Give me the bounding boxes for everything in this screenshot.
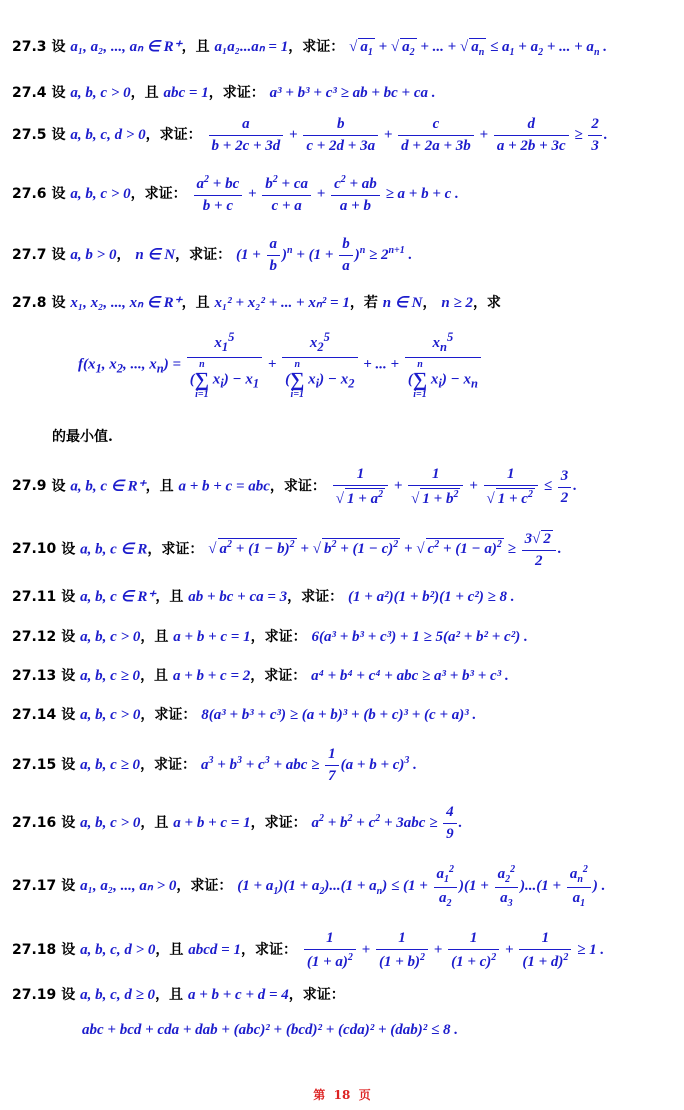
- formula: √ $a^2 + (1 - b)^2$ + √ $b^2 + (1 - c)^2$ + √ $c^2 + (1 - a)^2$ ≥ $\frac{3√ 2}{2}$ .: [208, 531, 562, 569]
- formula: $\frac{a}{b + 2c + 3d}$ + $\frac{b}{c + 2d + 3a}$ + $\frac{c}{d + 2a + 3b}$ + $\frac{d}{a + 2b + 3c}$ ≥ $\frac{2}{3}$ .: [207, 127, 608, 143]
- problem-27-8-function: $f(x_1$, $x_2$, ..., $x_n$) = $x_1^5$ (n ∑ i=1 $x_i) - x_1$ + $x_2^5$ (n ∑ i=1 $x_i) - x_2$ + ... + $x_n^5$ (n ∑ i=1 $x_i) - x_n$: [78, 330, 483, 400]
- problem-27-8: 27.8 设 x₁, x₂, ..., xₙ ∈ R⁺，且 x₁² + x₂² + ... + xₙ² = 1，若 n ∈ N， n ≥ 2，求: [12, 295, 501, 311]
- formula: √ $a_1$ + √ $a_2$ + ... + √ $a_n \le a_1 + a_2$ + ... + $a_n$ .: [349, 39, 607, 58]
- problem-27-5: 27.5 设 a, b, c, d > 0，求证： $\frac{a}{b + 2c + 3d}$ + $\frac{b}{c + 2d + 3a}$ + $\frac{c}{d + 2a + 3b}$ + $\frac{d}{a + 2b + 3c}$ ≥ $\frac{2}{3}$ .: [12, 116, 608, 154]
- formula: 6(a³ + b³ + c³) + 1 ≥ 5(a² + b² + c²) .: [311, 629, 528, 645]
- formula: $a^3 + b^3 + c^3$ + abc ≥ $\frac{1}{7}$ $(a + b + c)^3$ .: [200, 746, 417, 784]
- problem-27-12: 27.12 设 a, b, c > 0，且 a + b + c = 1，求证： 6(a³ + b³ + c³) + 1 ≥ 5(a² + b² + c²) .: [12, 629, 528, 645]
- problem-27-10: 27.10 设 a, b, c ∈ R，求证： √ $a^2 + (1 - b)^2$ + √ $b^2 + (1 - c)^2$ + √ $c^2 + (1 - a)^2$ ≥ $\frac{3√ 2}{2}$ .: [12, 531, 562, 569]
- formula: (1 + a²)(1 + b²)(1 + c²) ≥ 8 .: [348, 589, 515, 605]
- problem-27-19: 27.19 设 a, b, c, d ≥ 0，且 a + b + c + d = 4，求证：: [12, 987, 345, 1003]
- formula: (1 + $\frac{a}{b}$ )$^n$ + (1 + $\frac{b}{a}$ )$^n \ge 2^{n+1}$ .: [235, 236, 413, 274]
- formula: $(1 + a_1)(1 + a_2)...(1 + a_n) \le (1$ + $\frac{a_1^2}{a_2}$ )(1 + $\frac{a_2^2}{a_3}$ )...(1 + $\frac{a_n^2}{a_1}$ ) .: [237, 864, 606, 909]
- page-number: 18: [333, 1088, 351, 1102]
- page-footer: 第 18 页: [313, 1088, 371, 1102]
- problem-27-11: 27.11 设 a, b, c ∈ R⁺，且 ab + bc + ca = 3，求证： (1 + a²)(1 + b²)(1 + c²) ≥ 8 .: [12, 589, 515, 605]
- problem-27-16: 27.16 设 a, b, c > 0，且 a + b + c = 1，求证： $a^2 + b^2 + c^2 + 3abc$ ≥ $\frac{4}{9}$ .: [12, 804, 463, 842]
- problem-27-17: 27.17 设 a₁, a₂, ..., aₙ > 0，求证： $(1 + a_1)(1 + a_2)...(1 + a_n) \le (1$ + $\frac{a_1^2}{a_2}$ )(1 + $\frac{a_2^2}{a_3}$ )...(1 + $\frac{a_n^2}{a_1}$ ) .: [12, 864, 606, 909]
- problem-27-9: 27.9 设 a, b, c ∈ R⁺，且 a + b + c = abc，求证： $\frac{1}{√ 1 + a^2}$ + $\frac{1}{√ 1 + b^2}$ + $\frac{1}{√ 1 + c^2}$ ≤ $\frac{3}{2}$ .: [12, 466, 577, 507]
- problem-27-14: 27.14 设 a, b, c > 0，求证： 8(a³ + b³ + c³) ≥ (a + b)³ + (b + c)³ + (c + a)³ .: [12, 707, 477, 723]
- formula: $a^2 + b^2 + c^2 + 3abc$ ≥ $\frac{4}{9}$ .: [311, 804, 463, 842]
- problem-27-19-formula: abc + bcd + cda + dab + (abc)² + (bcd)² + (cda)² + (dab)² ≤ 8 .: [82, 1022, 458, 1038]
- formula: 8(a³ + b³ + c³) ≥ (a + b)³ + (b + c)³ + (c + a)³ .: [201, 707, 477, 723]
- formula: $\frac{1}{√ 1 + a^2}$ + $\frac{1}{√ 1 + b^2}$ + $\frac{1}{√ 1 + c^2}$ ≤ $\frac{3}{2}$ .: [331, 478, 577, 494]
- problem-number: 27.3: [12, 39, 47, 55]
- problem-27-15: 27.15 设 a, b, c ≥ 0，求证： $a^3 + b^3 + c^3$ + abc ≥ $\frac{1}{7}$ $(a + b + c)^3$ .: [12, 746, 417, 784]
- problem-27-6: 27.6 设 a, b, c > 0，求证： $\frac{a^2 + bc}{b + c}$ + $\frac{b^2 + ca}{c + a}$ + $\frac{c^2 + ab}{a + b}$ ≥ a + b + c .: [12, 174, 459, 214]
- problem-27-13: 27.13 设 a, b, c ≥ 0，且 a + b + c = 2，求证： a⁴ + b⁴ + c⁴ + abc ≥ a³ + b³ + c³ .: [12, 668, 509, 684]
- problem-27-18: 27.18 设 a, b, c, d > 0，且 abcd = 1，求证： $\frac{1}{(1 + a)^2}$ + $\frac{1}{(1 + b)^2}$ + $\frac{1}{(1 + c)^2}$ + $\frac{1}{(1 + d)^2}$ ≥ 1 .: [12, 930, 605, 970]
- problem-27-8-tail: 的最小值.: [52, 429, 113, 445]
- formula: a⁴ + b⁴ + c⁴ + abc ≥ a³ + b³ + c³ .: [311, 668, 509, 684]
- formula: $\frac{a^2 + bc}{b + c}$ + $\frac{b^2 + ca}{c + a}$ + $\frac{c^2 + ab}{a + b}$ ≥ a + b + c .: [192, 186, 459, 202]
- problem-27-7: 27.7 设 a, b > 0， n ∈ N，求证： (1 + $\frac{a}{b}$ )$^n$ + (1 + $\frac{b}{a}$ )$^n \ge 2^{n+1}$ .: [12, 236, 413, 274]
- formula: $\frac{1}{(1 + a)^2}$ + $\frac{1}{(1 + b)^2}$ + $\frac{1}{(1 + c)^2}$ + $\frac{1}{(1 + d)^2}$ ≥ 1 .: [302, 942, 604, 958]
- problem-27-3: 27.3 设 a₁, a₂, ..., aₙ ∈ R⁺，且 a₁a₂...aₙ = 1，求证： √ $a_1$ + √ $a_2$ + ... + √ $a_n \le a_1 + a_2$ + ... + $a_n$ .: [12, 39, 607, 58]
- formula: a³ + b³ + c³ ≥ ab + bc + ca .: [269, 85, 436, 101]
- problem-27-4: 27.4 设 a, b, c > 0，且 abc = 1，求证： a³ + b³ + c³ ≥ ab + bc + ca .: [12, 85, 436, 101]
